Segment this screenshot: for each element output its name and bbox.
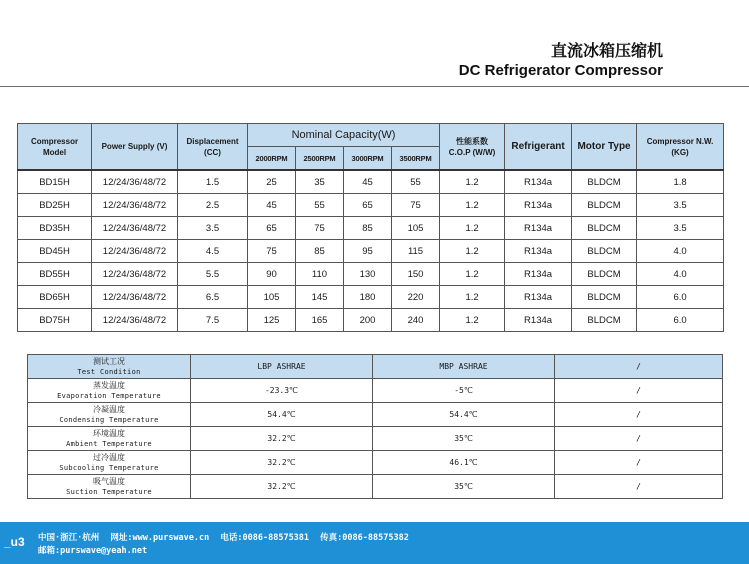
cell-model: BD55H: [18, 263, 92, 286]
cell-cop: 1.2: [440, 194, 505, 217]
cell-motor-type: BLDCM: [572, 240, 637, 263]
header-rpm-3500: 3500RPM: [392, 147, 440, 171]
condition-label-english: Ambient Temperature: [66, 439, 152, 448]
test-condition-table: [27, 354, 723, 499]
cell-lbp-value: 54.4℃: [191, 403, 373, 427]
cell-other-value: /: [555, 379, 723, 403]
cell-capacity-3500rpm: 115: [392, 240, 440, 263]
table-row: [28, 475, 723, 499]
cell-capacity-2500rpm: 75: [296, 217, 344, 240]
cell-capacity-2500rpm: 85: [296, 240, 344, 263]
footer-bar: [0, 522, 749, 564]
cell-capacity-2500rpm: 35: [296, 170, 344, 194]
cell-mbp-value: 46.1℃: [373, 451, 555, 475]
condition-label: [28, 427, 191, 451]
cell-power-supply: 12/24/36/48/72: [92, 240, 178, 263]
cell-capacity-3000rpm: 45: [344, 170, 392, 194]
header-other: /: [555, 355, 723, 379]
cell-weight: 1.8: [637, 170, 724, 194]
cell-weight: 4.0: [637, 240, 724, 263]
condition-label-chinese: 环境温度: [93, 428, 125, 438]
cell-model: BD15H: [18, 170, 92, 194]
table-row: [18, 286, 724, 309]
cell-mbp-value: 54.4℃: [373, 403, 555, 427]
table-row: [18, 194, 724, 217]
header-test-condition: [28, 355, 191, 379]
compressor-spec-table: [17, 123, 724, 332]
footer-email-line: [38, 544, 153, 556]
page-title-english: DC Refrigerator Compressor: [458, 62, 663, 79]
cell-capacity-3500rpm: 150: [392, 263, 440, 286]
condition-label-chinese: 过冷温度: [93, 452, 125, 462]
header-test-condition-chinese: 测试工况: [93, 356, 125, 366]
cell-capacity-3500rpm: 55: [392, 170, 440, 194]
cell-refrigerant: R134a: [505, 286, 572, 309]
cell-displacement: 5.5: [178, 263, 248, 286]
header-compressor-model: Compressor Model: [18, 124, 92, 171]
cell-motor-type: BLDCM: [572, 194, 637, 217]
footer-location: 中国·浙江·杭州: [38, 533, 100, 543]
condition-label: [28, 379, 191, 403]
table-row: [18, 263, 724, 286]
cell-capacity-2500rpm: 110: [296, 263, 344, 286]
cell-mbp-value: -5℃: [373, 379, 555, 403]
cell-motor-type: BLDCM: [572, 217, 637, 240]
cell-cop: 1.2: [440, 286, 505, 309]
cell-other-value: /: [555, 451, 723, 475]
table-row: [18, 217, 724, 240]
condition-label-english: Evaporation Temperature: [57, 391, 161, 400]
cell-capacity-3000rpm: 200: [344, 309, 392, 332]
header-nominal-capacity: Nominal Capacity(W): [248, 124, 440, 147]
cell-power-supply: 12/24/36/48/72: [92, 170, 178, 194]
cell-weight: 4.0: [637, 263, 724, 286]
page-title-chinese: 直流冰箱压缩机: [550, 41, 663, 60]
table-row: [28, 403, 723, 427]
header-lbp-ashrae: LBP ASHRAE: [191, 355, 373, 379]
cell-capacity-2000rpm: 125: [248, 309, 296, 332]
cell-capacity-3000rpm: 65: [344, 194, 392, 217]
footer-email[interactable]: 邮箱:purswave@yeah.net: [38, 546, 148, 556]
cell-model: BD65H: [18, 286, 92, 309]
condition-label: [28, 403, 191, 427]
cell-capacity-3000rpm: 180: [344, 286, 392, 309]
cell-model: BD35H: [18, 217, 92, 240]
cell-cop: 1.2: [440, 309, 505, 332]
table-row: [18, 309, 724, 332]
cell-capacity-2500rpm: 55: [296, 194, 344, 217]
cell-displacement: 7.5: [178, 309, 248, 332]
cell-lbp-value: 32.2℃: [191, 451, 373, 475]
table-row: [28, 379, 723, 403]
cell-capacity-3000rpm: 95: [344, 240, 392, 263]
cell-mbp-value: 35℃: [373, 427, 555, 451]
table-row: [18, 170, 724, 194]
table-row: [18, 240, 724, 263]
cell-other-value: /: [555, 475, 723, 499]
cell-power-supply: 12/24/36/48/72: [92, 217, 178, 240]
cell-motor-type: BLDCM: [572, 309, 637, 332]
page-number: _u3: [4, 535, 25, 549]
header-cop-chinese: 性能系数: [456, 136, 489, 146]
condition-label: [28, 451, 191, 475]
header-rpm-3000: 3000RPM: [344, 147, 392, 171]
cell-cop: 1.2: [440, 217, 505, 240]
cell-capacity-3500rpm: 220: [392, 286, 440, 309]
header-compressor-weight: Compressor N.W. (KG): [637, 124, 724, 171]
condition-label-chinese: 蒸发温度: [93, 380, 125, 390]
footer-fax: 传真:0086-88575382: [320, 533, 409, 543]
cell-displacement: 3.5: [178, 217, 248, 240]
cell-capacity-3500rpm: 240: [392, 309, 440, 332]
cell-cop: 1.2: [440, 170, 505, 194]
cell-displacement: 2.5: [178, 194, 248, 217]
header-power-supply: Power Supply (V): [92, 124, 178, 171]
cell-other-value: /: [555, 403, 723, 427]
cell-displacement: 6.5: [178, 286, 248, 309]
table-row: [28, 451, 723, 475]
cell-capacity-3000rpm: 85: [344, 217, 392, 240]
cell-cop: 1.2: [440, 240, 505, 263]
cell-motor-type: BLDCM: [572, 263, 637, 286]
cell-displacement: 1.5: [178, 170, 248, 194]
cell-capacity-3500rpm: 105: [392, 217, 440, 240]
header-mbp-ashrae: MBP ASHRAE: [373, 355, 555, 379]
header-cop-english: C.O.P (W/W): [448, 147, 496, 157]
cell-refrigerant: R134a: [505, 263, 572, 286]
cell-refrigerant: R134a: [505, 309, 572, 332]
header-test-condition-english: Test Condition: [77, 367, 141, 376]
cell-capacity-2000rpm: 65: [248, 217, 296, 240]
cell-mbp-value: 35℃: [373, 475, 555, 499]
cell-capacity-2000rpm: 25: [248, 170, 296, 194]
cell-weight: 6.0: [637, 309, 724, 332]
cell-lbp-value: 32.2℃: [191, 427, 373, 451]
cell-displacement: 4.5: [178, 240, 248, 263]
footer-website[interactable]: 网址:www.purswave.cn: [110, 533, 210, 543]
condition-label-english: Subcooling Temperature: [59, 463, 159, 472]
cell-power-supply: 12/24/36/48/72: [92, 263, 178, 286]
cell-power-supply: 12/24/36/48/72: [92, 309, 178, 332]
cell-capacity-2500rpm: 145: [296, 286, 344, 309]
cell-cop: 1.2: [440, 263, 505, 286]
cell-capacity-2000rpm: 90: [248, 263, 296, 286]
header-refrigerant: Refrigerant: [505, 124, 572, 171]
cell-capacity-3000rpm: 130: [344, 263, 392, 286]
cell-capacity-2000rpm: 105: [248, 286, 296, 309]
cell-model: BD75H: [18, 309, 92, 332]
cell-weight: 3.5: [637, 217, 724, 240]
cell-power-supply: 12/24/36/48/72: [92, 286, 178, 309]
cell-motor-type: BLDCM: [572, 170, 637, 194]
cell-weight: 3.5: [637, 194, 724, 217]
cell-motor-type: BLDCM: [572, 286, 637, 309]
cell-capacity-3500rpm: 75: [392, 194, 440, 217]
cell-capacity-2000rpm: 45: [248, 194, 296, 217]
header-motor-type: Motor Type: [572, 124, 637, 171]
condition-label: [28, 475, 191, 499]
cell-refrigerant: R134a: [505, 240, 572, 263]
cell-refrigerant: R134a: [505, 217, 572, 240]
condition-label-english: Condensing Temperature: [59, 415, 159, 424]
title-divider: [0, 86, 749, 87]
condition-label-english: Suction Temperature: [66, 487, 152, 496]
cell-capacity-2500rpm: 165: [296, 309, 344, 332]
cell-refrigerant: R134a: [505, 170, 572, 194]
cell-lbp-value: -23.3℃: [191, 379, 373, 403]
condition-label-chinese: 吸气温度: [93, 476, 125, 486]
cell-capacity-2000rpm: 75: [248, 240, 296, 263]
header-rpm-2500: 2500RPM: [296, 147, 344, 171]
condition-label-chinese: 冷凝温度: [93, 404, 125, 414]
cell-power-supply: 12/24/36/48/72: [92, 194, 178, 217]
cell-lbp-value: 32.2℃: [191, 475, 373, 499]
cell-refrigerant: R134a: [505, 194, 572, 217]
header-cop: [440, 124, 505, 171]
footer-contact-line: [38, 531, 415, 543]
header-rpm-2000: 2000RPM: [248, 147, 296, 171]
cell-weight: 6.0: [637, 286, 724, 309]
cell-model: BD45H: [18, 240, 92, 263]
header-displacement: Displacement (CC): [178, 124, 248, 171]
table-row: [28, 427, 723, 451]
footer-phone: 电话:0086-88575381: [220, 533, 310, 543]
cell-other-value: /: [555, 427, 723, 451]
cell-model: BD25H: [18, 194, 92, 217]
